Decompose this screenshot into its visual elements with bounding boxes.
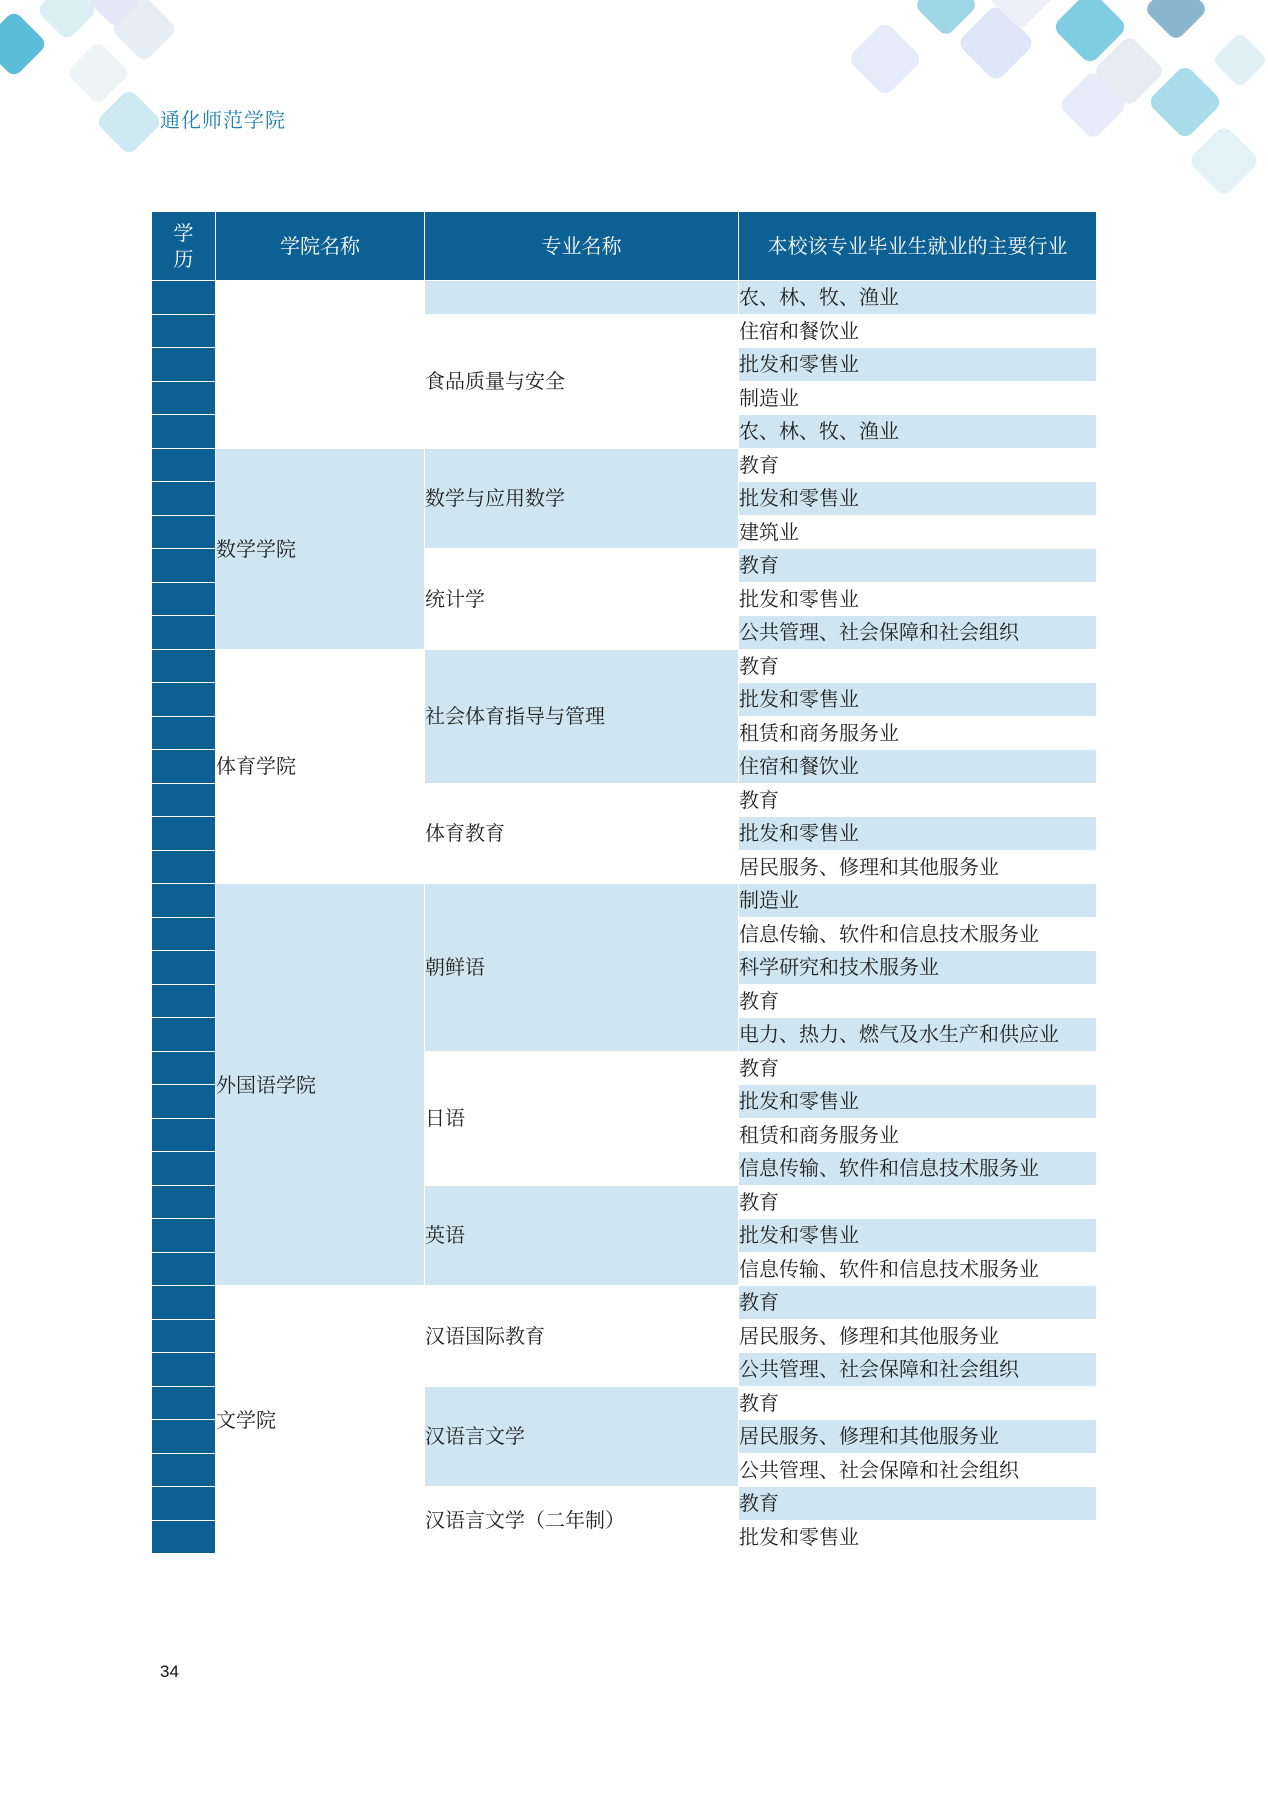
table-row [152,884,1097,918]
education-cell [152,1018,216,1052]
college-cell: 文学院 [216,1286,425,1554]
industry-cell: 居民服务、修理和其他服务业 [739,1319,1097,1353]
education-cell [152,783,216,817]
header-education: 学历 [152,212,216,281]
education-cell [152,1420,216,1454]
table-row [152,281,1097,315]
industry-cell: 公共管理、社会保障和社会组织 [739,616,1097,650]
education-cell [152,515,216,549]
education-cell [152,750,216,784]
table-row [152,1286,1097,1320]
industry-cell: 电力、热力、燃气及水生产和供应业 [739,1018,1097,1052]
education-cell [152,482,216,516]
decorative-tiles-right [828,0,1268,230]
major-cell: 汉语言文学（二年制） [425,1487,739,1554]
education-cell [152,1453,216,1487]
industry-cell: 信息传输、软件和信息技术服务业 [739,917,1097,951]
header-major: 专业名称 [425,212,739,281]
industry-cell: 信息传输、软件和信息技术服务业 [739,1152,1097,1186]
education-cell [152,984,216,1018]
industry-cell: 租赁和商务服务业 [739,716,1097,750]
table-row [152,649,1097,683]
education-cell [152,1118,216,1152]
industry-cell: 教育 [739,1185,1097,1219]
industry-cell: 教育 [739,1286,1097,1320]
major-cell: 食品质量与安全 [425,314,739,448]
header-industry: 本校该专业毕业生就业的主要行业 [739,212,1097,281]
table-row [152,448,1097,482]
table-header-row [152,212,1097,281]
major-cell: 统计学 [425,549,739,650]
industry-cell: 批发和零售业 [739,1085,1097,1119]
college-cell: 体育学院 [216,649,425,884]
major-cell: 汉语言文学 [425,1386,739,1487]
industry-cell: 教育 [739,549,1097,583]
education-cell [152,951,216,985]
education-cell [152,917,216,951]
education-cell [152,582,216,616]
education-cell [152,1185,216,1219]
college-cell: 数学学院 [216,448,425,649]
industry-cell: 公共管理、社会保障和社会组织 [739,1353,1097,1387]
education-cell [152,381,216,415]
industry-cell: 居民服务、修理和其他服务业 [739,1420,1097,1454]
education-cell [152,549,216,583]
industry-cell: 批发和零售业 [739,683,1097,717]
major-cell: 英语 [425,1185,739,1286]
major-cell [425,281,739,315]
industry-cell: 建筑业 [739,515,1097,549]
industry-cell: 教育 [739,649,1097,683]
college-cell: 外国语学院 [216,884,425,1286]
decorative-tiles-left [0,0,240,170]
industry-cell: 农、林、牧、渔业 [739,415,1097,449]
major-cell: 社会体育指导与管理 [425,649,739,783]
education-cell [152,649,216,683]
major-cell: 汉语国际教育 [425,1286,739,1387]
industry-cell: 制造业 [739,381,1097,415]
industry-cell: 居民服务、修理和其他服务业 [739,850,1097,884]
industry-cell: 农、林、牧、渔业 [739,281,1097,315]
education-cell [152,1319,216,1353]
major-cell: 朝鲜语 [425,884,739,1052]
industry-cell: 制造业 [739,884,1097,918]
industry-cell: 信息传输、软件和信息技术服务业 [739,1252,1097,1286]
education-cell [152,1353,216,1387]
education-cell [152,850,216,884]
education-cell [152,1051,216,1085]
school-name: 通化师范学院 [160,108,286,132]
education-cell [152,1252,216,1286]
education-cell [152,448,216,482]
industry-cell: 教育 [739,448,1097,482]
industry-cell: 批发和零售业 [739,1520,1097,1554]
education-cell [152,716,216,750]
education-cell [152,1520,216,1554]
industry-cell: 住宿和餐饮业 [739,314,1097,348]
header-college: 学院名称 [216,212,425,281]
education-cell [152,1286,216,1320]
employment-industry-table [151,211,1097,1554]
college-cell [216,281,425,449]
education-cell [152,314,216,348]
industry-cell: 批发和零售业 [739,482,1097,516]
industry-cell: 住宿和餐饮业 [739,750,1097,784]
industry-cell: 教育 [739,783,1097,817]
industry-cell: 科学研究和技术服务业 [739,951,1097,985]
major-cell: 日语 [425,1051,739,1185]
education-cell [152,415,216,449]
page-number: 34 [160,1662,179,1681]
major-cell: 体育教育 [425,783,739,884]
education-cell [152,1085,216,1119]
education-cell [152,1386,216,1420]
industry-cell: 教育 [739,1051,1097,1085]
education-cell [152,817,216,851]
industry-cell: 公共管理、社会保障和社会组织 [739,1453,1097,1487]
industry-cell: 教育 [739,1386,1097,1420]
education-cell [152,616,216,650]
education-cell [152,683,216,717]
education-cell [152,1152,216,1186]
industry-cell: 批发和零售业 [739,348,1097,382]
education-cell [152,348,216,382]
industry-cell: 租赁和商务服务业 [739,1118,1097,1152]
major-cell: 数学与应用数学 [425,448,739,549]
industry-cell: 批发和零售业 [739,817,1097,851]
education-cell [152,884,216,918]
industry-cell: 教育 [739,1487,1097,1521]
education-cell [152,1487,216,1521]
industry-cell: 批发和零售业 [739,1219,1097,1253]
industry-cell: 教育 [739,984,1097,1018]
education-cell [152,281,216,315]
industry-cell: 批发和零售业 [739,582,1097,616]
table-body [152,281,1097,1554]
education-cell [152,1219,216,1253]
